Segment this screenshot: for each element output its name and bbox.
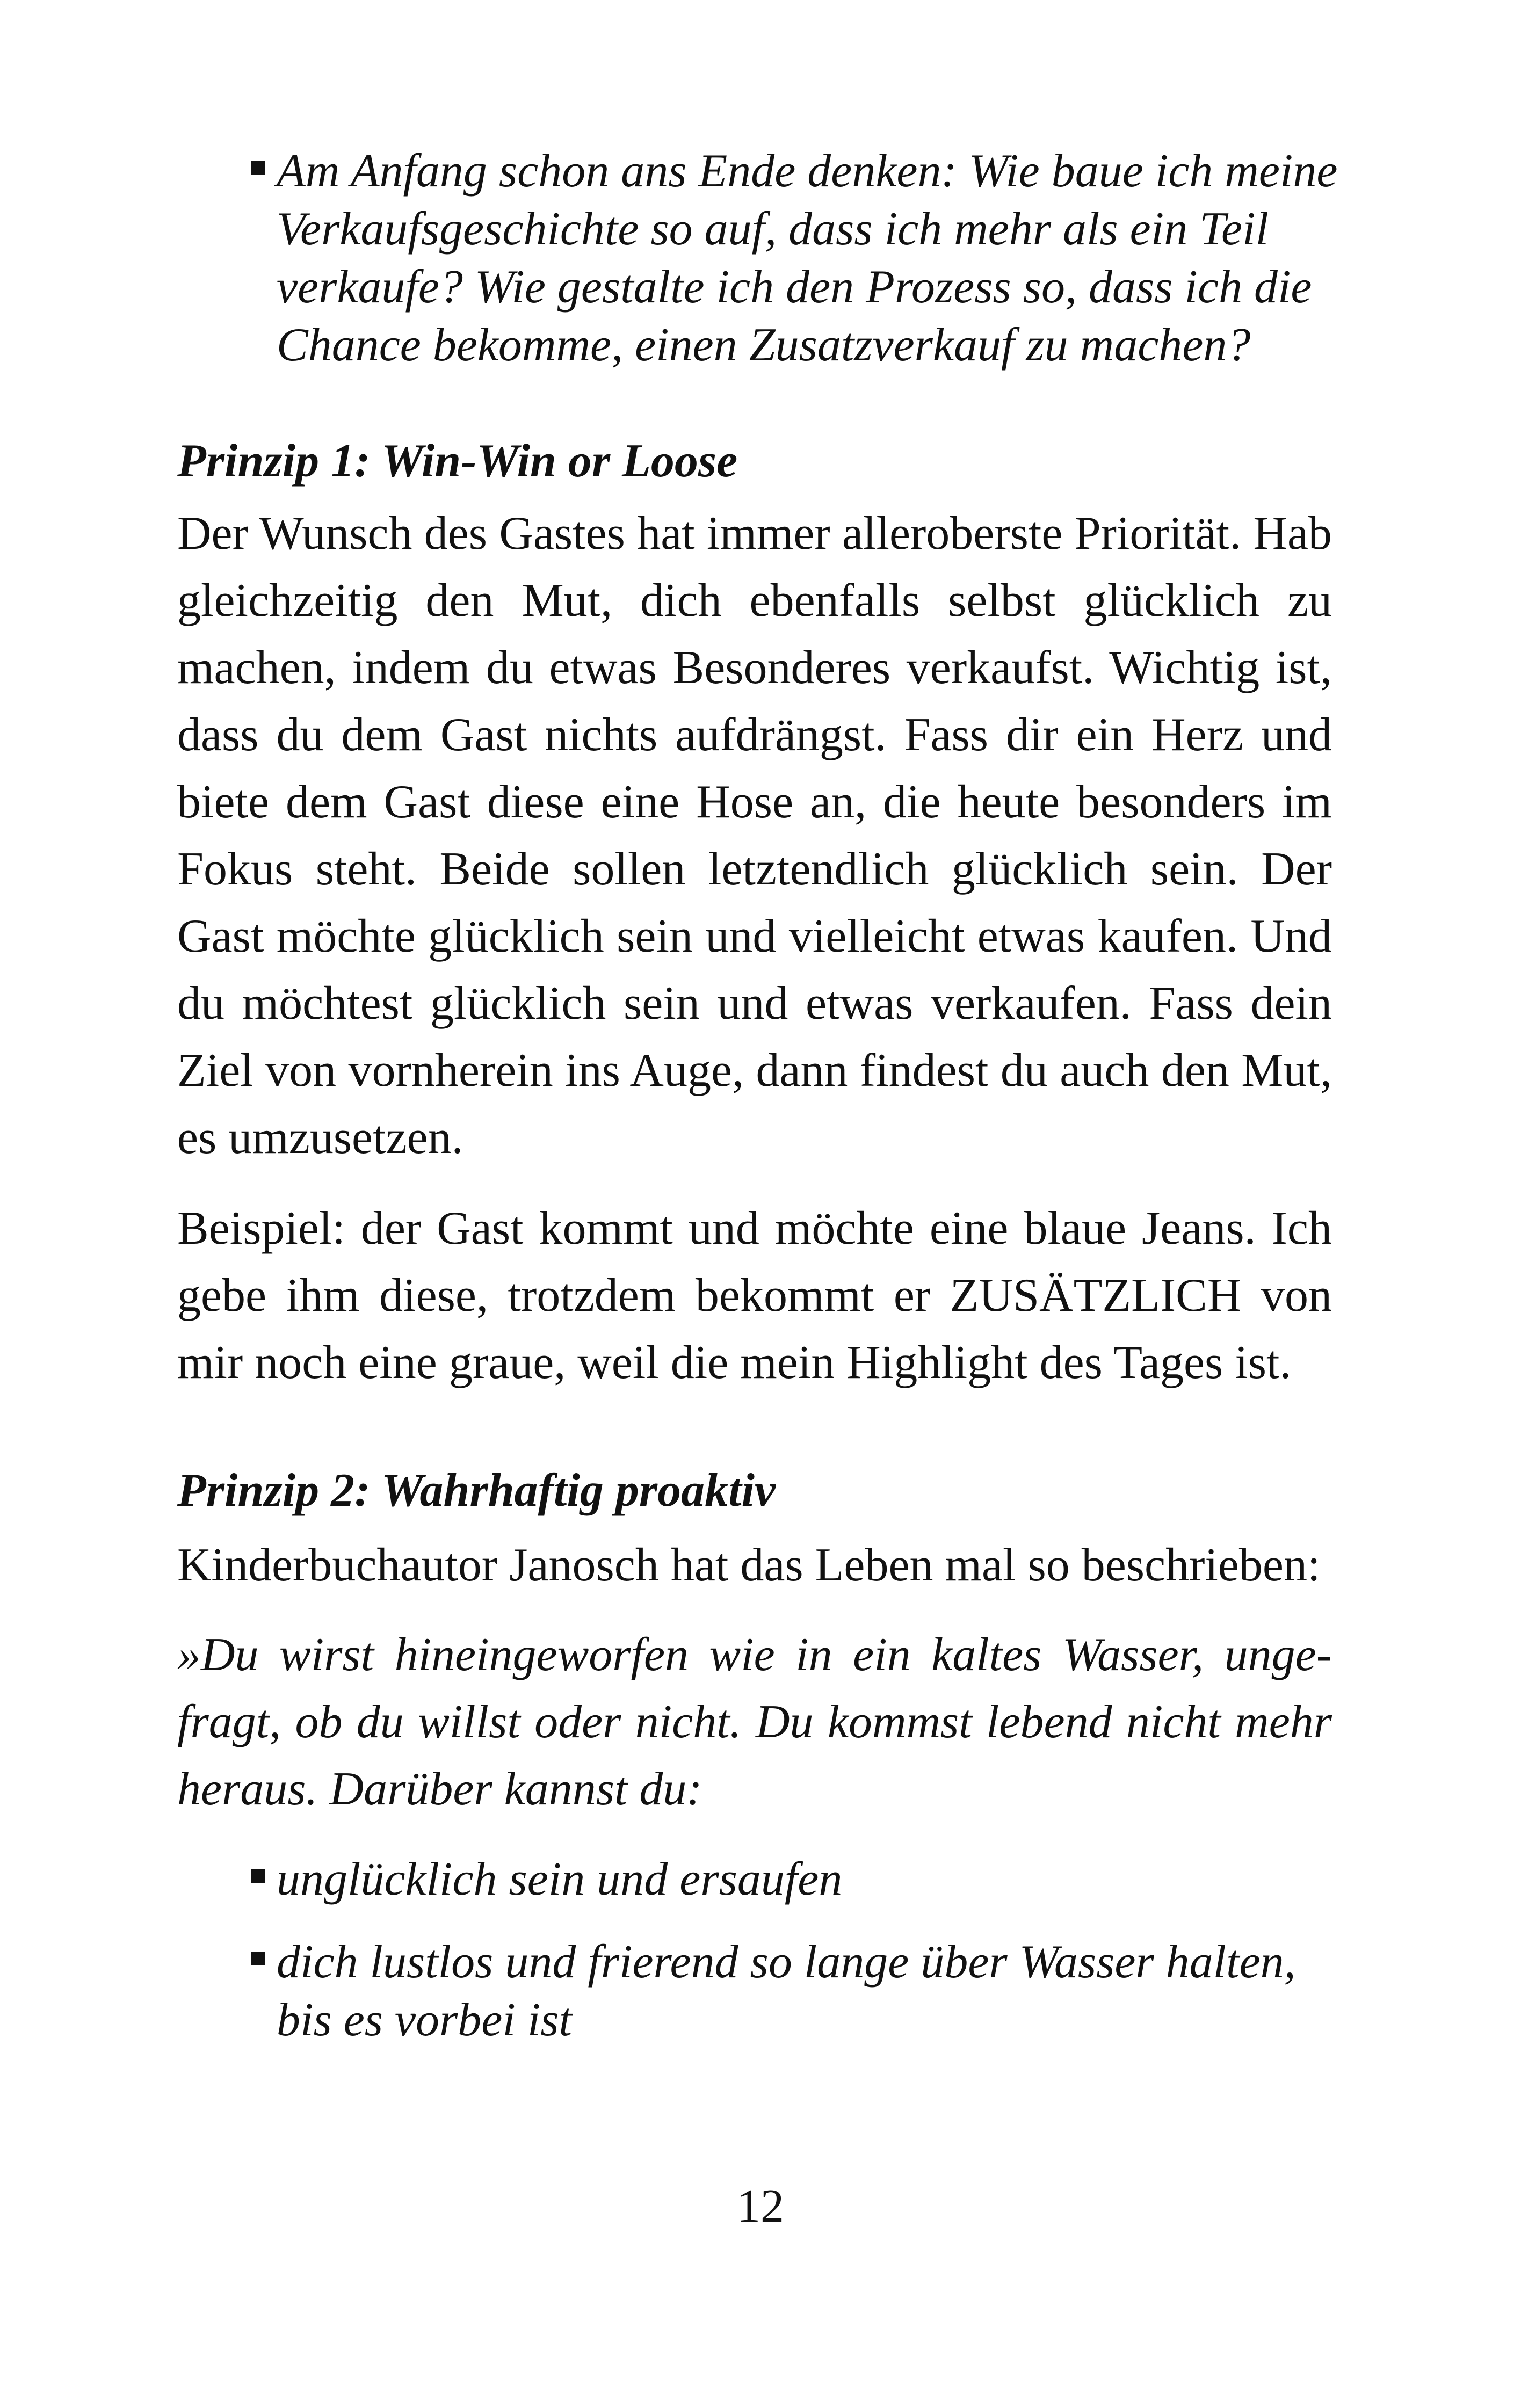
- quote-intro: Kinderbuchautor Janosch hat das Leben mal so beschrieben:: [177, 1539, 1321, 1591]
- book-page: [177, 142, 1338, 2049]
- bullet-text: dich lustlos und frierend so lange über Wasser halten, bis es vorbei ist: [277, 1936, 1296, 2046]
- example-paragraph: Beispiel: der Gast kommt und möchte eine blaue Jeans. Ich gebe ihm diese, trotzdem bekommt er ZUSÄTZLICH von mir noch eine graue, weil die mein Highlight des Tages ist.: [177, 1202, 1332, 1389]
- quote-bullet-list: [177, 1851, 1332, 2049]
- quote-text: »Du wirst hineingeworfen wie in ein kaltes Wasser, ungefragt, ob du willst oder nicht. Du kommst lebend nicht mehr heraus. Darüber kannst du:: [177, 1629, 1332, 1815]
- section-heading-prinzip-2: Prinzip 2: Wahrhaftig proaktiv: [177, 1464, 776, 1517]
- square-bullet-icon: [251, 1952, 265, 1965]
- bullet-item: [177, 142, 1351, 374]
- body-paragraph: Der Wunsch des Gastes hat immer alleroberste Priorität. Hab gleichzeitig den Mut, dich ebenfalls selbst glücklich zu machen, indem du etwas Besonderes verkaufst. Wichtig ist, dass du dem Gast nichts aufdrängst. Fass dir ein Herz und biete dem Gast diese eine Hose an, die heute besonders im Fokus steht. Beide sollen letztendlich glücklich sein. Der Gast möchte glücklich sein und vielleicht etwas kaufen. Und du möchtest glücklich sein und etwas verkaufen. Fass dein Ziel von vornherein ins Auge, dann findest du auch den Mut, es umzusetzen.: [177, 507, 1332, 1164]
- section-heading-prinzip-1: Prinzip 1: Win-Win or Loose: [177, 435, 738, 487]
- bullet-item: [177, 1933, 1308, 2049]
- intro-bullet-list: [177, 142, 1338, 374]
- bullet-text: Am Anfang schon ans Ende denken: Wie baue ich meine Verkaufsgeschichte so auf, dass ich mehr als ein Teil verkaufe? Wie gestalte ich den Prozess so, dass ich die Chance bekomme, einen Zusatzverkauf zu machen?: [277, 145, 1338, 371]
- bullet-text: unglücklich sein und ersaufen: [277, 1853, 843, 1905]
- page-number: 12: [737, 2180, 784, 2232]
- square-bullet-icon: [251, 161, 265, 175]
- square-bullet-icon: [251, 1869, 265, 1883]
- bullet-item: [177, 1851, 1308, 1909]
